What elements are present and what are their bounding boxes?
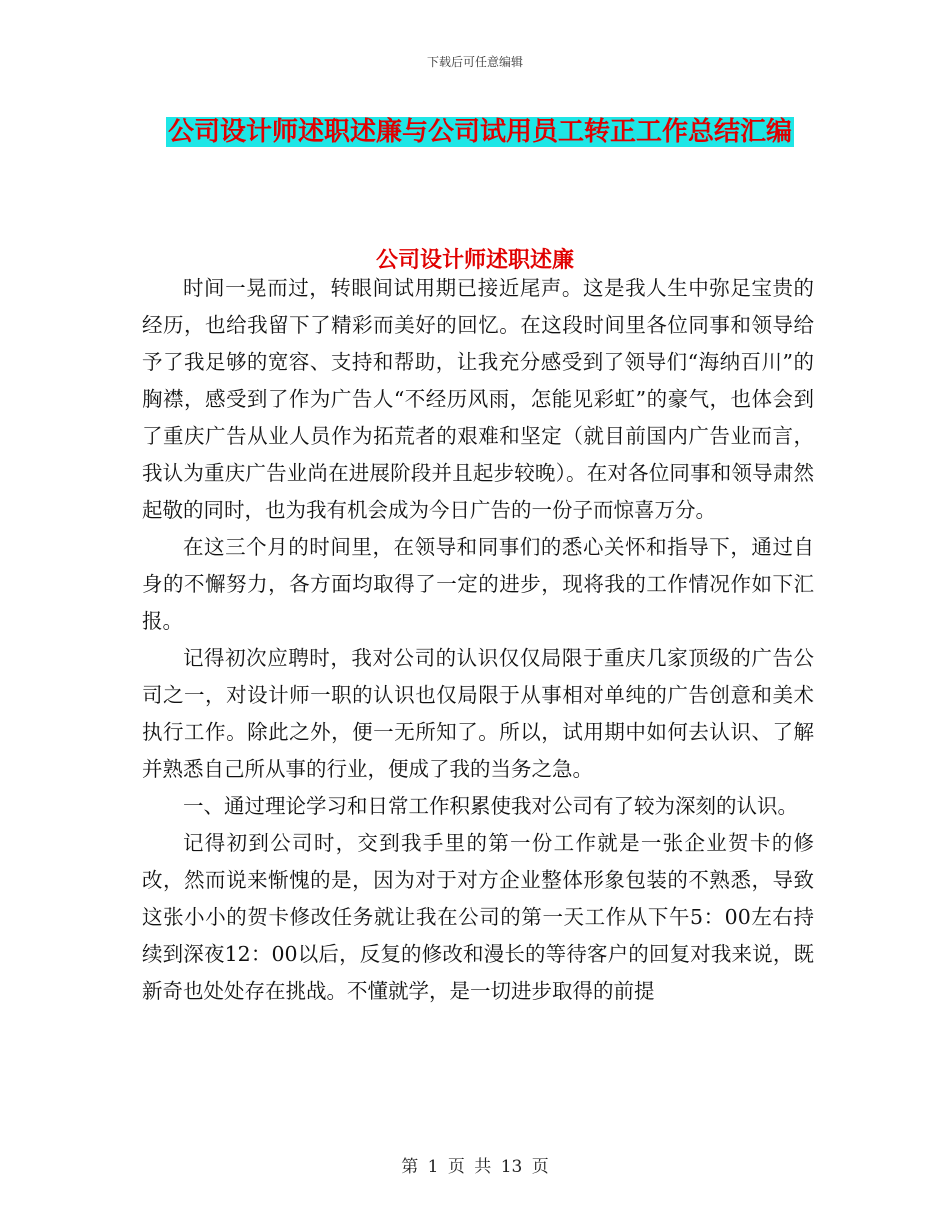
paragraph: 记得初到公司时，交到我手里的第一份工作就是一张企业贺卡的修改，然而说来惭愧的是，因为对于对方企业整体形象包装的不熟悉，导致这张小小的贺卡修改任务就让我在公司的第一天工作从下午5：00左右持续到深夜12：00以后，反复的修改和漫长的等待客户的回复对我来说，既新奇也处处存在挑战。不懂就学，是一切进步取得的前提 <box>142 831 814 1003</box>
paragraph: 记得初次应聘时，我对公司的认识仅仅局限于重庆几家顶级的广告公司之一，对设计师一职的认识也仅局限于从事相对单纯的广告创意和美术执行工作。除此之外，便一无所知了。所以，试用期中如何去认识、了解并熟悉自己所从事的行业，便成了我的当务之急。 <box>142 646 814 781</box>
paragraph: 一、通过理论学习和日常工作积累使我对公司有了较为深刻的认识。 <box>183 794 798 818</box>
paragraph: 时间一晃而过，转眼间试用期已接近尾声。这是我人生中弥足宝贵的经历，也给我留下了精彩而美好的回忆。在这段时间里各位同事和领导给予了我足够的宽容、支持和帮助，让我充分感受到了领导们“海纳百川”的胸襟，感受到了作为广告人“不经历风雨，怎能见彩虹”的豪气，也体会到了重庆广告从业人员作为拓荒者的艰难和坚定（就目前国内广告业而言，我认为重庆广告业尚在进展阶段并且起步较晚）。在对各位同事和领导肃然起敬的同时，也为我有机会成为今日广告的一份子而惊喜万分。 <box>142 276 814 522</box>
page-footer: 第 1 页 共 13 页 <box>401 1157 549 1177</box>
paragraph: 在这三个月的时间里，在领导和同事们的悉心关怀和指导下，通过自身的不懈努力，各方面均取得了一定的进步，现将我的工作情况作如下汇报。 <box>142 535 814 633</box>
document-title-text: 公司设计师述职述廉与公司试用员工转正工作总结汇编 <box>167 117 792 147</box>
document-body <box>142 270 814 1010</box>
header-note: 下载后可任意编辑 <box>426 55 523 69</box>
document-title <box>140 110 820 154</box>
section-title: 公司设计师述职述廉 <box>375 248 574 273</box>
